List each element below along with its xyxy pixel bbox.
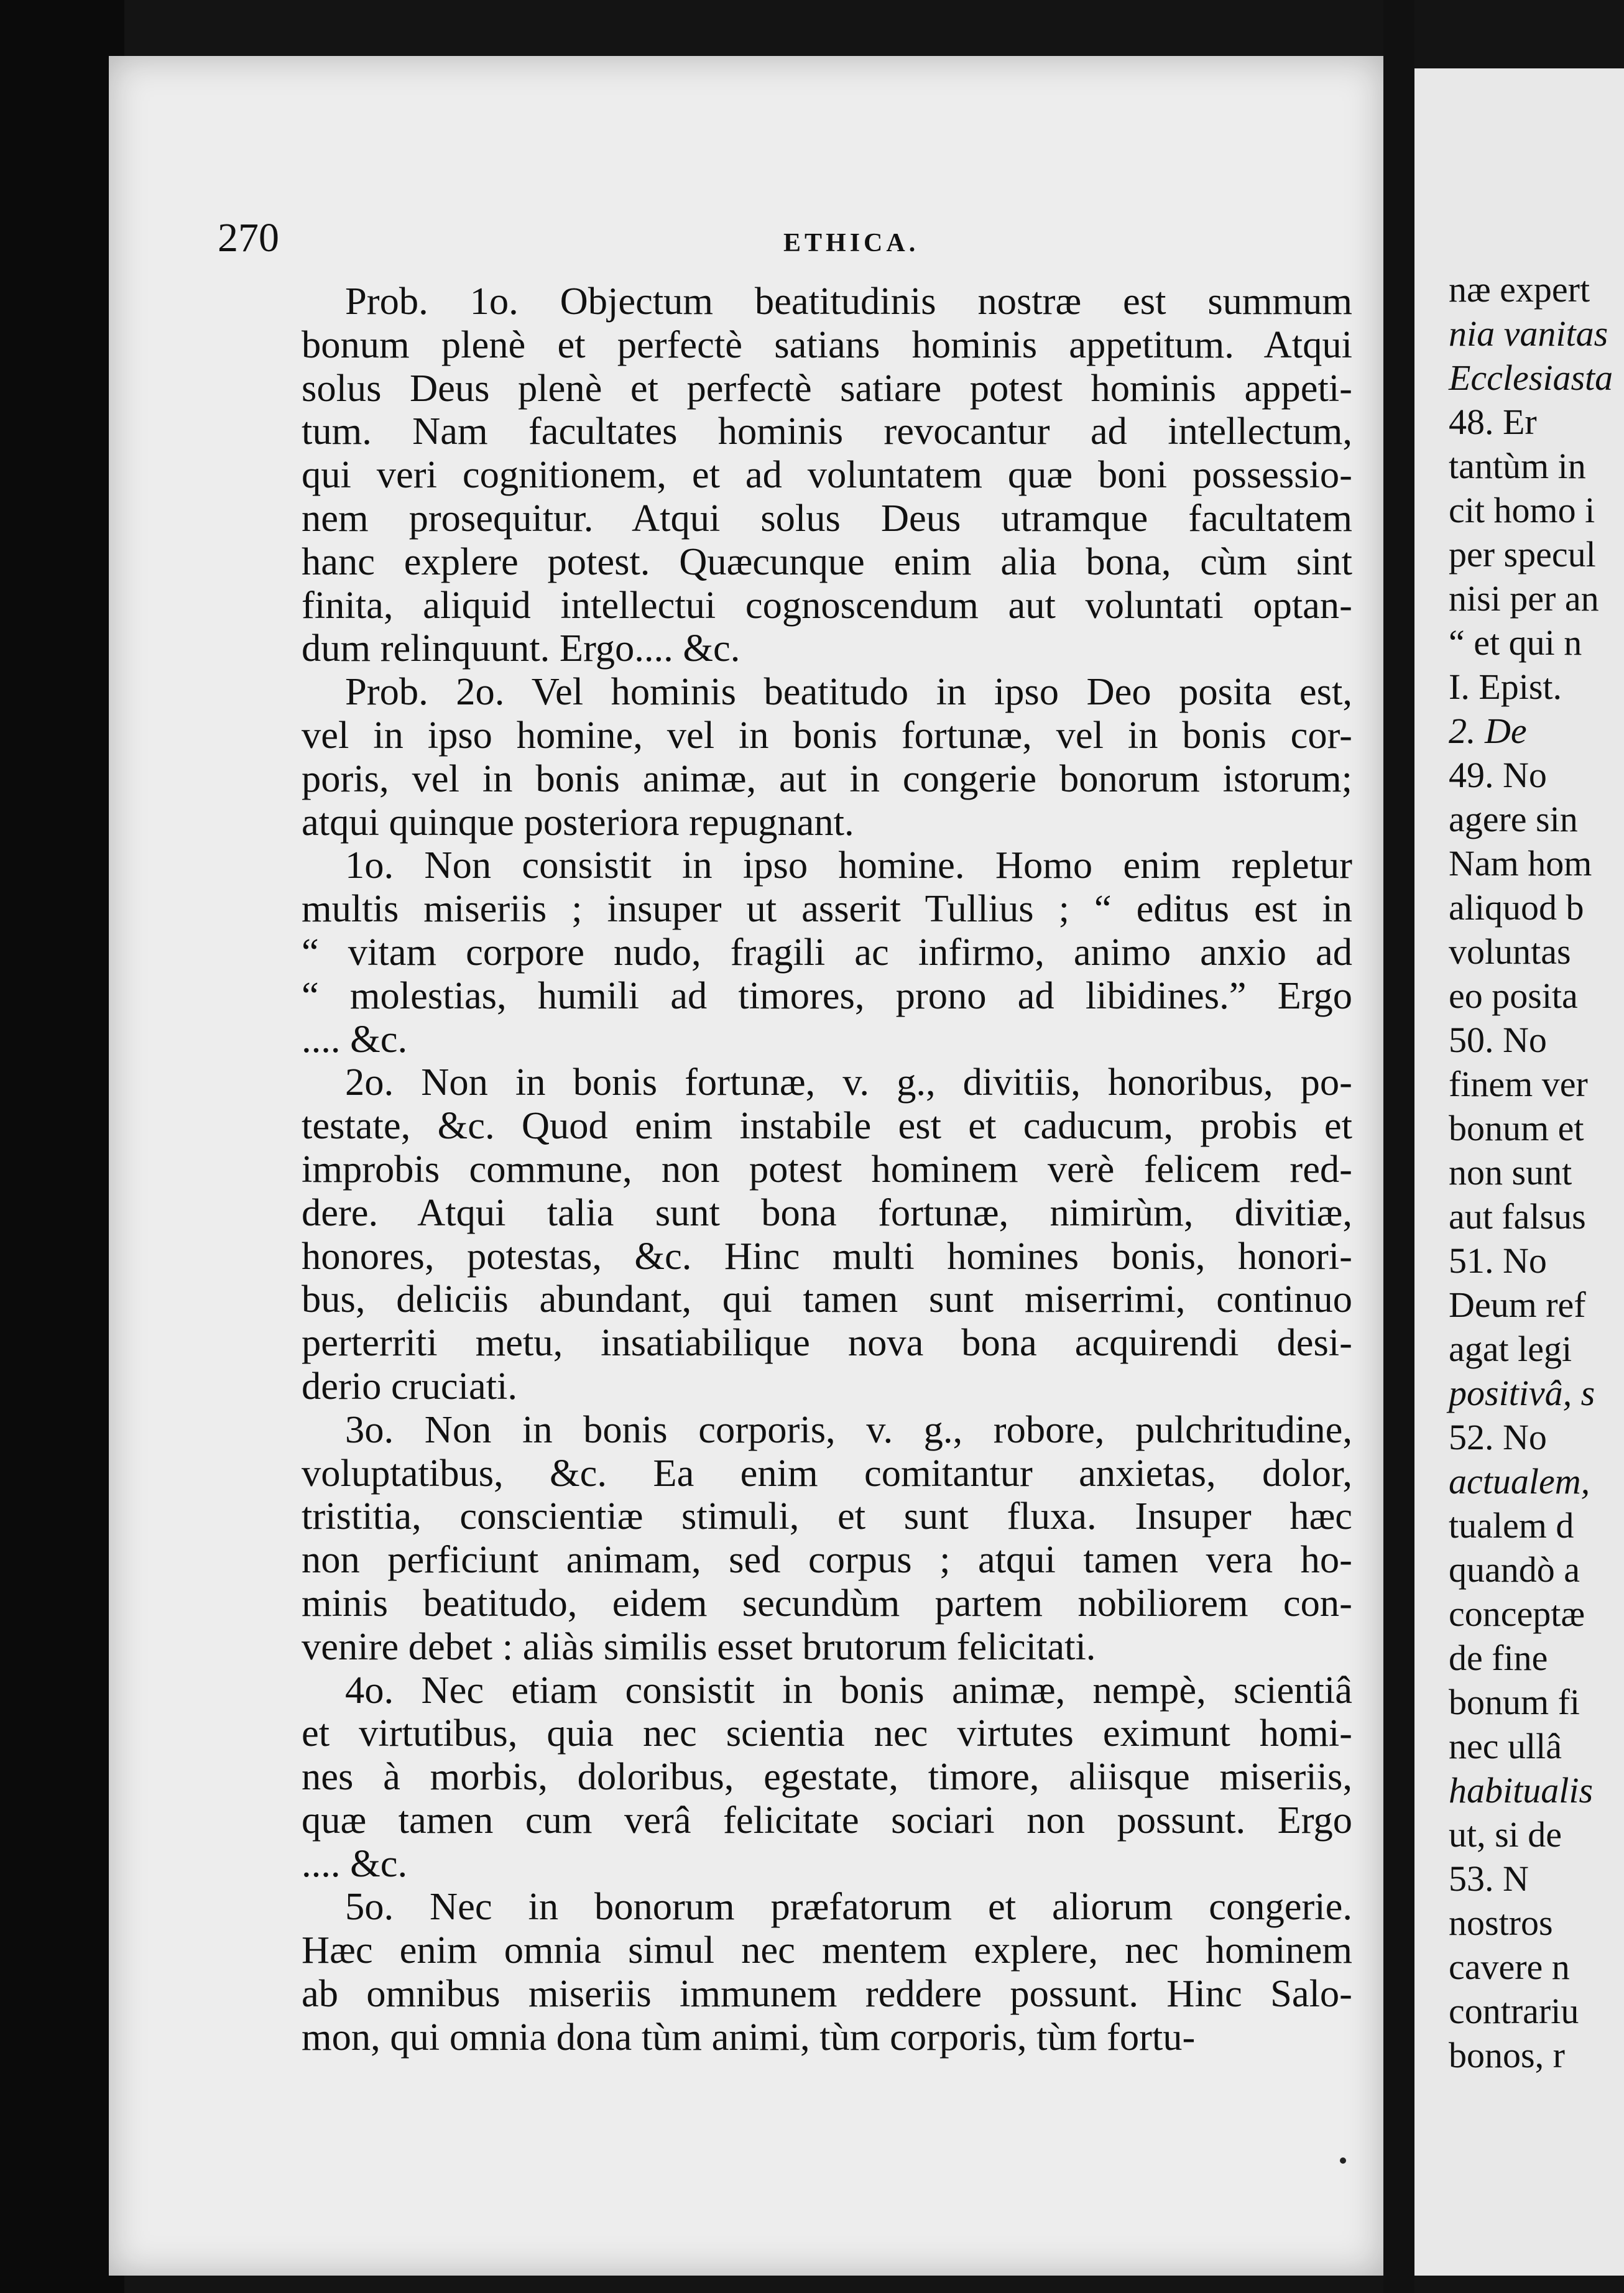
text-line: .... &c.	[302, 1017, 408, 1061]
right-page-line: cavere n	[1449, 1947, 1570, 1987]
book-gutter	[1383, 0, 1414, 2293]
right-page-line: nec ullâ	[1449, 1726, 1562, 1766]
main-text-column	[302, 280, 1352, 2059]
right-page-line: 51. No	[1449, 1240, 1547, 1281]
right-page-line: conceptæ	[1449, 1594, 1585, 1634]
text-line: tristitia, conscientiæ stimuli, et sunt fluxa. Insuper hæc	[302, 1494, 1352, 1538]
paragraph	[302, 844, 1352, 1061]
right-page-line: agat legi	[1449, 1329, 1572, 1369]
right-page-line: 2. De	[1449, 711, 1527, 751]
right-page-line: ut, si de	[1449, 1814, 1562, 1855]
right-page-line: quandò a	[1449, 1549, 1580, 1590]
text-line: Prob. 1o. Objectum beatitudinis nostræ est summum	[345, 279, 1352, 323]
right-page-line: aliquod b	[1449, 887, 1584, 928]
right-page-line: 53. N	[1449, 1858, 1529, 1899]
right-page-line: 48. Er	[1449, 402, 1537, 442]
text-line: bus, deliciis abundant, qui tamen sunt miserrimi, continuo	[302, 1277, 1352, 1321]
right-page-line: 52. No	[1449, 1417, 1547, 1457]
text-line: mon, qui omnia dona tùm animi, tùm corporis, tùm fortu-	[302, 2014, 1196, 2059]
text-line: “ vitam corpore nudo, fragili ac infirmo, animo anxio ad	[302, 930, 1352, 974]
text-line: tum. Nam facultates hominis revocantur ad intellectum,	[302, 409, 1352, 453]
right-page-line: per specul	[1449, 534, 1596, 574]
page-number: 270	[218, 215, 279, 261]
text-line: “ molestias, humili ad timores, prono ad libidines.” Ergo	[302, 973, 1352, 1017]
right-page-line: 49. No	[1449, 755, 1547, 795]
paragraph	[302, 1408, 1352, 1669]
right-page-line: Ecclesiasta	[1449, 358, 1613, 398]
right-page-line: agere sin	[1449, 799, 1578, 839]
page-header	[218, 215, 1368, 270]
right-page-line: habitualis	[1449, 1770, 1594, 1811]
right-page-line: Nam hom	[1449, 843, 1592, 884]
right-page-line: Deum ref	[1449, 1285, 1586, 1325]
right-page-line: bonum fi	[1449, 1682, 1580, 1722]
text-line: 2o. Non in bonis fortunæ, v. g., divitiis, honoribus, po-	[345, 1060, 1352, 1104]
right-page-line: 50. No	[1449, 1020, 1547, 1060]
text-line: venire debet : aliàs similis esset brutorum felicitati.	[302, 1624, 1096, 1668]
right-page-line: cit homo i	[1449, 490, 1595, 530]
right-page-line: næ expert	[1449, 269, 1590, 310]
text-line: non perficiunt animam, sed corpus ; atqui tamen vera ho-	[302, 1538, 1352, 1582]
right-page-line: de fine	[1449, 1638, 1548, 1678]
text-line: voluptatibus, &c. Ea enim comitantur anxietas, dolor,	[302, 1451, 1352, 1495]
right-page-line: voluntas	[1449, 931, 1571, 972]
text-line: solus Deus plenè et perfectè satiare potest hominis appeti-	[302, 366, 1352, 410]
text-line: atqui quinque posteriora repugnant.	[302, 800, 854, 844]
text-line: improbis commune, non potest hominem verè felicem red-	[302, 1146, 1352, 1191]
right-page-text	[1449, 267, 1624, 2077]
text-line: 3o. Non in bonis corporis, v. g., robore, pulchritudine,	[345, 1407, 1352, 1451]
right-page-line: finem ver	[1449, 1064, 1588, 1104]
text-line: Hæc enim omnia simul nec mentem explere, nec hominem	[302, 1928, 1352, 1972]
text-line: dum relinquunt. Ergo.... &c.	[302, 626, 740, 670]
text-line: .... &c.	[302, 1841, 408, 1885]
right-page-line: non sunt	[1449, 1152, 1572, 1193]
text-line: quæ tamen cum verâ felicitate sociari non possunt. Ergo	[302, 1797, 1352, 1842]
text-line: testate, &c. Quod enim instabile est et caducum, probis et	[302, 1104, 1352, 1148]
text-line: poris, vel in bonis animæ, aut in congerie bonorum istorum;	[302, 756, 1352, 800]
text-line: hanc explere potest. Quæcunque enim alia bona, cùm sint	[302, 539, 1352, 583]
right-page-line: eo posita	[1449, 976, 1578, 1016]
text-line: 4o. Nec etiam consistit in bonis animæ, nempè, scientiâ	[345, 1668, 1352, 1712]
text-line: 1o. Non consistit in ipso homine. Homo enim repletur	[345, 843, 1352, 887]
text-line: ab omnibus miseriis immunem reddere possunt. Hinc Salo-	[302, 1972, 1352, 2016]
text-line: qui veri cognitionem, et ad voluntatem quæ boni possessio-	[302, 453, 1352, 497]
text-line: derio cruciati.	[302, 1363, 518, 1408]
right-page-line: bonum et	[1449, 1108, 1584, 1148]
book-spine-shadow	[0, 0, 124, 2293]
text-line: nes à morbis, doloribus, egestate, timore, aliisque miseriis,	[302, 1755, 1352, 1799]
right-page-line: I. Epist.	[1449, 667, 1562, 707]
text-line: dere. Atqui talia sunt bona fortunæ, nimirùm, divitiæ,	[302, 1190, 1352, 1234]
text-line: et virtutibus, quia nec scientia nec virtutes eximunt homi-	[302, 1711, 1352, 1755]
ink-speck	[1340, 2157, 1346, 2164]
right-page-line: nisi per an	[1449, 578, 1599, 619]
text-line: perterriti metu, insatiabilique nova bona acquirendi desi-	[302, 1321, 1352, 1365]
text-line: bonum plenè et perfectè satians hominis appetitum. Atqui	[302, 322, 1352, 366]
text-line: nem prosequitur. Atqui solus Deus utramque facultatem	[302, 496, 1352, 540]
right-page-line: tantùm in	[1449, 446, 1586, 486]
paragraph	[302, 1669, 1352, 1886]
right-page-line: actualem,	[1449, 1461, 1590, 1502]
right-page-line: tualem d	[1449, 1505, 1574, 1546]
text-line: minis beatitudo, eidem secundùm partem nobiliorem con-	[302, 1580, 1352, 1625]
running-head: ETHICA.	[783, 229, 920, 257]
text-line: honores, potestas, &c. Hinc multi homines bonis, honori-	[302, 1234, 1352, 1278]
text-line: 5o. Nec in bonorum præfatorum et aliorum congerie.	[345, 1885, 1352, 1929]
text-line: vel in ipso homine, vel in bonis fortunæ, vel in bonis cor-	[302, 713, 1352, 757]
right-page-line: aut falsus	[1449, 1196, 1586, 1237]
right-page-line: bonos, r	[1449, 2035, 1565, 2075]
paragraph	[302, 1061, 1352, 1408]
right-page-line: “ et qui n	[1449, 622, 1582, 663]
right-page-line: positivâ, s	[1449, 1373, 1595, 1413]
paragraph	[302, 670, 1352, 844]
right-page-line: contrariu	[1449, 1991, 1579, 2031]
text-line: multis miseriis ; insuper ut asserit Tullius ; “ editus est in	[302, 887, 1352, 931]
text-line: finita, aliquid intellectui cognoscendum aut voluntati optan-	[302, 583, 1352, 627]
right-page-line: nia vanitas	[1449, 313, 1608, 354]
paragraph	[302, 1885, 1352, 2059]
paragraph	[302, 280, 1352, 670]
text-line: Prob. 2o. Vel hominis beatitudo in ipso Deo posita est,	[345, 670, 1352, 714]
right-page-line: nostros	[1449, 1903, 1553, 1943]
